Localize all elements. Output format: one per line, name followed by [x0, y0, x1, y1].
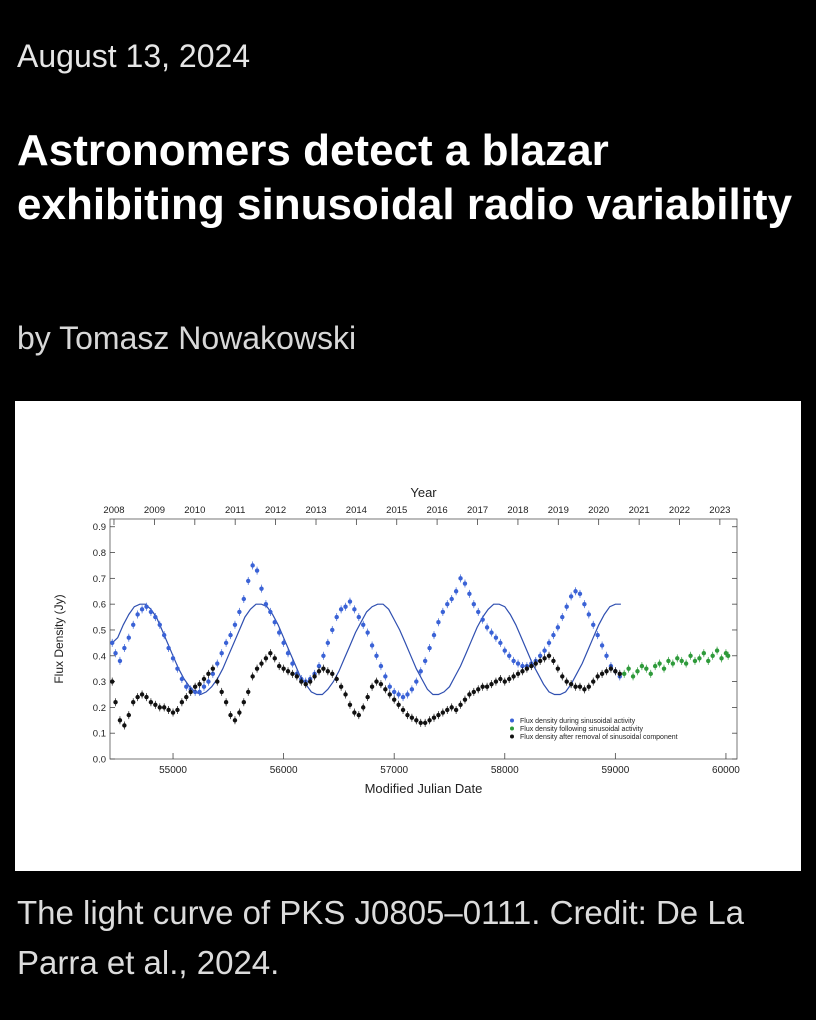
- year-tick-label: 2016: [426, 505, 448, 516]
- data-point: [197, 682, 201, 686]
- year-tick-label: 2019: [547, 505, 569, 516]
- data-point: [140, 607, 144, 611]
- data-point: [153, 615, 157, 619]
- data-point: [175, 708, 179, 712]
- data-point: [308, 679, 312, 683]
- data-point: [489, 630, 493, 634]
- data-point: [463, 697, 467, 701]
- data-point: [357, 713, 361, 717]
- data-point: [215, 661, 219, 665]
- data-point: [582, 687, 586, 691]
- data-point: [166, 646, 170, 650]
- data-point: [520, 669, 524, 673]
- data-point: [458, 703, 462, 707]
- data-point: [224, 641, 228, 645]
- data-point: [246, 579, 250, 583]
- data-point: [653, 664, 657, 668]
- data-point: [414, 718, 418, 722]
- data-point: [334, 615, 338, 619]
- data-point: [193, 685, 197, 689]
- data-point: [600, 643, 604, 647]
- data-point: [467, 592, 471, 596]
- data-point: [330, 628, 334, 632]
- data-point: [246, 690, 250, 694]
- y-tick-label: 0.9: [92, 522, 106, 534]
- data-point: [118, 659, 122, 663]
- data-point: [259, 661, 263, 665]
- data-point: [688, 654, 692, 658]
- data-point: [410, 687, 414, 691]
- data-point: [339, 607, 343, 611]
- legend-label: Flux density after removal of sinusoidal component: [520, 734, 678, 741]
- data-point: [613, 669, 617, 673]
- data-point: [472, 690, 476, 694]
- data-point: [600, 672, 604, 676]
- data-point: [569, 682, 573, 686]
- data-point: [401, 708, 405, 712]
- data-point: [339, 685, 343, 689]
- data-point: [388, 685, 392, 689]
- data-point: [352, 710, 356, 714]
- data-point: [211, 666, 215, 670]
- x-tick-label: 55000: [159, 765, 187, 776]
- x-tick-label: 59000: [601, 765, 630, 776]
- data-point: [618, 672, 622, 676]
- data-point: [197, 690, 201, 694]
- data-point: [365, 630, 369, 634]
- data-point: [445, 708, 449, 712]
- data-point: [441, 710, 445, 714]
- data-point: [113, 651, 117, 655]
- data-point: [144, 605, 148, 609]
- data-point: [321, 654, 325, 658]
- data-point: [171, 656, 175, 660]
- data-point: [726, 654, 730, 658]
- legend-marker: [510, 735, 514, 739]
- chart-figure: [15, 401, 801, 871]
- year-tick-label: 2015: [386, 505, 408, 516]
- data-point: [441, 610, 445, 614]
- data-point: [343, 692, 347, 696]
- data-point: [273, 620, 277, 624]
- data-point: [671, 661, 675, 665]
- data-point: [189, 690, 193, 694]
- data-point: [158, 705, 162, 709]
- data-point: [551, 633, 555, 637]
- data-point: [361, 705, 365, 709]
- data-point: [702, 651, 706, 655]
- data-point: [547, 654, 551, 658]
- x-axis-label: Modified Julian Date: [364, 781, 483, 796]
- data-point: [591, 679, 595, 683]
- series-2: [622, 647, 730, 681]
- data-point: [595, 674, 599, 678]
- data-point: [503, 648, 507, 652]
- legend-label: Flux density following sinusoidal activity: [520, 726, 643, 733]
- data-point: [582, 602, 586, 606]
- y-tick-label: 0.1: [92, 728, 106, 740]
- year-tick-label: 2021: [628, 505, 650, 516]
- data-point: [649, 672, 653, 676]
- data-point: [480, 685, 484, 689]
- data-point: [277, 664, 281, 668]
- data-point: [158, 623, 162, 627]
- data-point: [529, 664, 533, 668]
- data-point: [144, 695, 148, 699]
- year-tick-label: 2012: [264, 505, 287, 516]
- year-tick-label: 2014: [345, 505, 367, 516]
- data-point: [485, 625, 489, 629]
- data-point: [547, 641, 551, 645]
- data-point: [551, 659, 555, 663]
- year-tick-label: 2013: [305, 505, 327, 516]
- data-point: [485, 685, 489, 689]
- data-point: [361, 623, 365, 627]
- data-point: [149, 700, 153, 704]
- data-point: [675, 656, 679, 660]
- data-point: [110, 641, 114, 645]
- data-point: [410, 716, 414, 720]
- year-tick-label: 2009: [143, 505, 166, 516]
- y-tick-label: 0.3: [92, 677, 106, 689]
- data-point: [110, 679, 114, 683]
- data-point: [304, 682, 308, 686]
- data-point: [343, 605, 347, 609]
- data-point: [626, 666, 630, 670]
- data-point: [312, 674, 316, 678]
- data-point: [432, 633, 436, 637]
- data-point: [259, 586, 263, 590]
- data-point: [379, 682, 383, 686]
- data-point: [118, 718, 122, 722]
- legend-label: Flux density during sinusoidal activity: [520, 718, 636, 725]
- data-point: [423, 721, 427, 725]
- data-point: [591, 623, 595, 627]
- data-point: [622, 672, 626, 676]
- data-point: [405, 692, 409, 696]
- article-date: August 13, 2024: [17, 38, 251, 74]
- data-point: [281, 641, 285, 645]
- data-point: [516, 661, 520, 665]
- data-point: [317, 669, 321, 673]
- data-point: [662, 666, 666, 670]
- data-point: [131, 700, 135, 704]
- data-point: [321, 666, 325, 670]
- data-point: [379, 664, 383, 668]
- data-point: [565, 605, 569, 609]
- data-point: [175, 666, 179, 670]
- data-point: [684, 661, 688, 665]
- year-tick-label: 2018: [507, 505, 529, 516]
- light-curve-chart: [15, 401, 801, 871]
- data-point: [657, 661, 661, 665]
- x-tick-label: 56000: [269, 765, 298, 776]
- data-point: [436, 620, 440, 624]
- data-point: [388, 692, 392, 696]
- data-point: [131, 623, 135, 627]
- data-point: [277, 630, 281, 634]
- data-point: [135, 695, 139, 699]
- chart-legend: [510, 718, 678, 741]
- data-point: [494, 679, 498, 683]
- y-tick-label: 0.7: [92, 573, 106, 585]
- data-point: [436, 713, 440, 717]
- data-point: [419, 669, 423, 673]
- data-point: [122, 723, 126, 727]
- legend-marker: [510, 719, 514, 723]
- data-point: [525, 666, 529, 670]
- year-tick-label: 2010: [184, 505, 206, 516]
- data-point: [228, 633, 232, 637]
- data-point: [326, 641, 330, 645]
- data-point: [507, 677, 511, 681]
- data-point: [578, 685, 582, 689]
- data-point: [326, 669, 330, 673]
- data-point: [423, 659, 427, 663]
- data-point: [396, 692, 400, 696]
- data-point: [268, 651, 272, 655]
- data-point: [454, 708, 458, 712]
- data-point: [330, 672, 334, 676]
- data-point: [666, 659, 670, 663]
- data-point: [449, 597, 453, 601]
- data-point: [264, 602, 268, 606]
- y-axis-label: Flux Density (Jy): [52, 594, 66, 684]
- data-point: [162, 705, 166, 709]
- year-tick-label: 2022: [668, 505, 691, 516]
- data-point: [374, 654, 378, 658]
- data-point: [219, 690, 223, 694]
- data-point: [180, 677, 184, 681]
- data-point: [162, 633, 166, 637]
- data-point: [480, 617, 484, 621]
- data-point: [644, 666, 648, 670]
- data-point: [710, 654, 714, 658]
- data-point: [516, 672, 520, 676]
- data-point: [233, 718, 237, 722]
- year-tick-label: 2017: [467, 505, 489, 516]
- data-point: [432, 716, 436, 720]
- data-point: [171, 710, 175, 714]
- data-point: [719, 656, 723, 660]
- data-point: [357, 615, 361, 619]
- y-tick-label: 0.6: [92, 599, 106, 611]
- data-point: [489, 682, 493, 686]
- data-point: [454, 589, 458, 593]
- figure-caption: The light curve of PKS J0805–0111. Credit: De La Parra et al., 2024.: [17, 894, 745, 981]
- data-point: [680, 659, 684, 663]
- data-point: [113, 700, 117, 704]
- data-point: [206, 672, 210, 676]
- data-point: [370, 643, 374, 647]
- data-point: [202, 677, 206, 681]
- data-point: [556, 625, 560, 629]
- data-point: [534, 661, 538, 665]
- data-point: [595, 633, 599, 637]
- article-byline[interactable]: by Tomasz Nowakowski: [17, 320, 357, 356]
- data-point: [693, 659, 697, 663]
- data-point: [609, 666, 613, 670]
- data-point: [295, 674, 299, 678]
- y-tick-label: 0.5: [92, 625, 106, 637]
- data-point: [250, 563, 254, 567]
- data-point: [224, 700, 228, 704]
- data-point: [135, 612, 139, 616]
- data-point: [542, 648, 546, 652]
- data-point: [635, 669, 639, 673]
- data-point: [180, 700, 184, 704]
- chart-axes: [52, 485, 740, 796]
- data-point: [511, 674, 515, 678]
- data-point: [365, 695, 369, 699]
- data-point: [299, 679, 303, 683]
- data-point: [228, 713, 232, 717]
- data-point: [237, 610, 241, 614]
- article-title[interactable]: Astronomers detect a blazar exhibiting sinusoidal radio variability: [17, 126, 793, 229]
- data-point: [392, 697, 396, 701]
- data-point: [255, 568, 259, 572]
- y-tick-label: 0.2: [92, 702, 106, 714]
- data-point: [286, 651, 290, 655]
- data-point: [640, 664, 644, 668]
- data-point: [215, 679, 219, 683]
- data-point: [242, 700, 246, 704]
- data-point: [458, 576, 462, 580]
- data-point: [290, 672, 294, 676]
- data-point: [604, 669, 608, 673]
- data-point: [587, 685, 591, 689]
- year-tick-label: 2011: [224, 505, 246, 516]
- data-point: [494, 636, 498, 640]
- data-point: [449, 705, 453, 709]
- data-point: [706, 659, 710, 663]
- data-point: [573, 685, 577, 689]
- data-point: [476, 687, 480, 691]
- data-point: [140, 692, 144, 696]
- y-tick-label: 0.4: [92, 651, 106, 663]
- data-point: [427, 646, 431, 650]
- data-point: [565, 679, 569, 683]
- data-point: [166, 708, 170, 712]
- data-point: [370, 685, 374, 689]
- data-points-group: [110, 561, 730, 729]
- data-point: [538, 659, 542, 663]
- data-point: [264, 656, 268, 660]
- y-tick-label: 0.0: [92, 754, 106, 766]
- data-point: [219, 651, 223, 655]
- data-point: [374, 679, 378, 683]
- data-point: [419, 721, 423, 725]
- data-point: [414, 679, 418, 683]
- series-1: [110, 561, 622, 701]
- data-point: [472, 602, 476, 606]
- data-point: [503, 679, 507, 683]
- data-point: [556, 666, 560, 670]
- data-point: [697, 656, 701, 660]
- data-point: [348, 703, 352, 707]
- data-point: [467, 692, 471, 696]
- data-point: [604, 654, 608, 658]
- x-tick-label: 58000: [490, 765, 519, 776]
- data-point: [281, 666, 285, 670]
- data-point: [383, 687, 387, 691]
- data-point: [184, 695, 188, 699]
- data-point: [255, 666, 259, 670]
- data-point: [631, 674, 635, 678]
- data-point: [427, 718, 431, 722]
- data-point: [233, 623, 237, 627]
- data-point: [578, 592, 582, 596]
- data-point: [498, 677, 502, 681]
- data-point: [463, 581, 467, 585]
- data-point: [392, 690, 396, 694]
- data-point: [348, 599, 352, 603]
- data-point: [560, 615, 564, 619]
- x-tick-label: 60000: [712, 765, 740, 776]
- data-point: [476, 610, 480, 614]
- data-point: [149, 610, 153, 614]
- data-point: [560, 674, 564, 678]
- data-point: [569, 594, 573, 598]
- data-point: [250, 674, 254, 678]
- data-point: [268, 610, 272, 614]
- y-tick-label: 0.8: [92, 548, 106, 560]
- data-point: [498, 641, 502, 645]
- year-tick-label: 2023: [709, 505, 731, 516]
- data-point: [715, 648, 719, 652]
- data-point: [290, 661, 294, 665]
- data-point: [542, 656, 546, 660]
- year-tick-label: 2020: [588, 505, 610, 516]
- data-point: [352, 607, 356, 611]
- data-point: [573, 589, 577, 593]
- data-point: [237, 710, 241, 714]
- data-point: [334, 677, 338, 681]
- data-point: [587, 612, 591, 616]
- data-point: [383, 674, 387, 678]
- legend-marker: [510, 727, 514, 731]
- data-point: [242, 597, 246, 601]
- data-point: [507, 654, 511, 658]
- data-point: [286, 669, 290, 673]
- data-point: [396, 703, 400, 707]
- x-tick-label: 57000: [380, 765, 409, 776]
- data-point: [202, 685, 206, 689]
- top-axis-label: Year: [410, 485, 437, 500]
- data-point: [405, 713, 409, 717]
- data-point: [401, 695, 405, 699]
- data-point: [153, 703, 157, 707]
- year-tick-label: 2008: [103, 505, 125, 516]
- data-point: [273, 656, 277, 660]
- data-point: [122, 646, 126, 650]
- data-point: [206, 679, 210, 683]
- data-point: [127, 636, 131, 640]
- data-point: [511, 659, 515, 663]
- data-point: [445, 602, 449, 606]
- data-point: [184, 685, 188, 689]
- data-point: [127, 713, 131, 717]
